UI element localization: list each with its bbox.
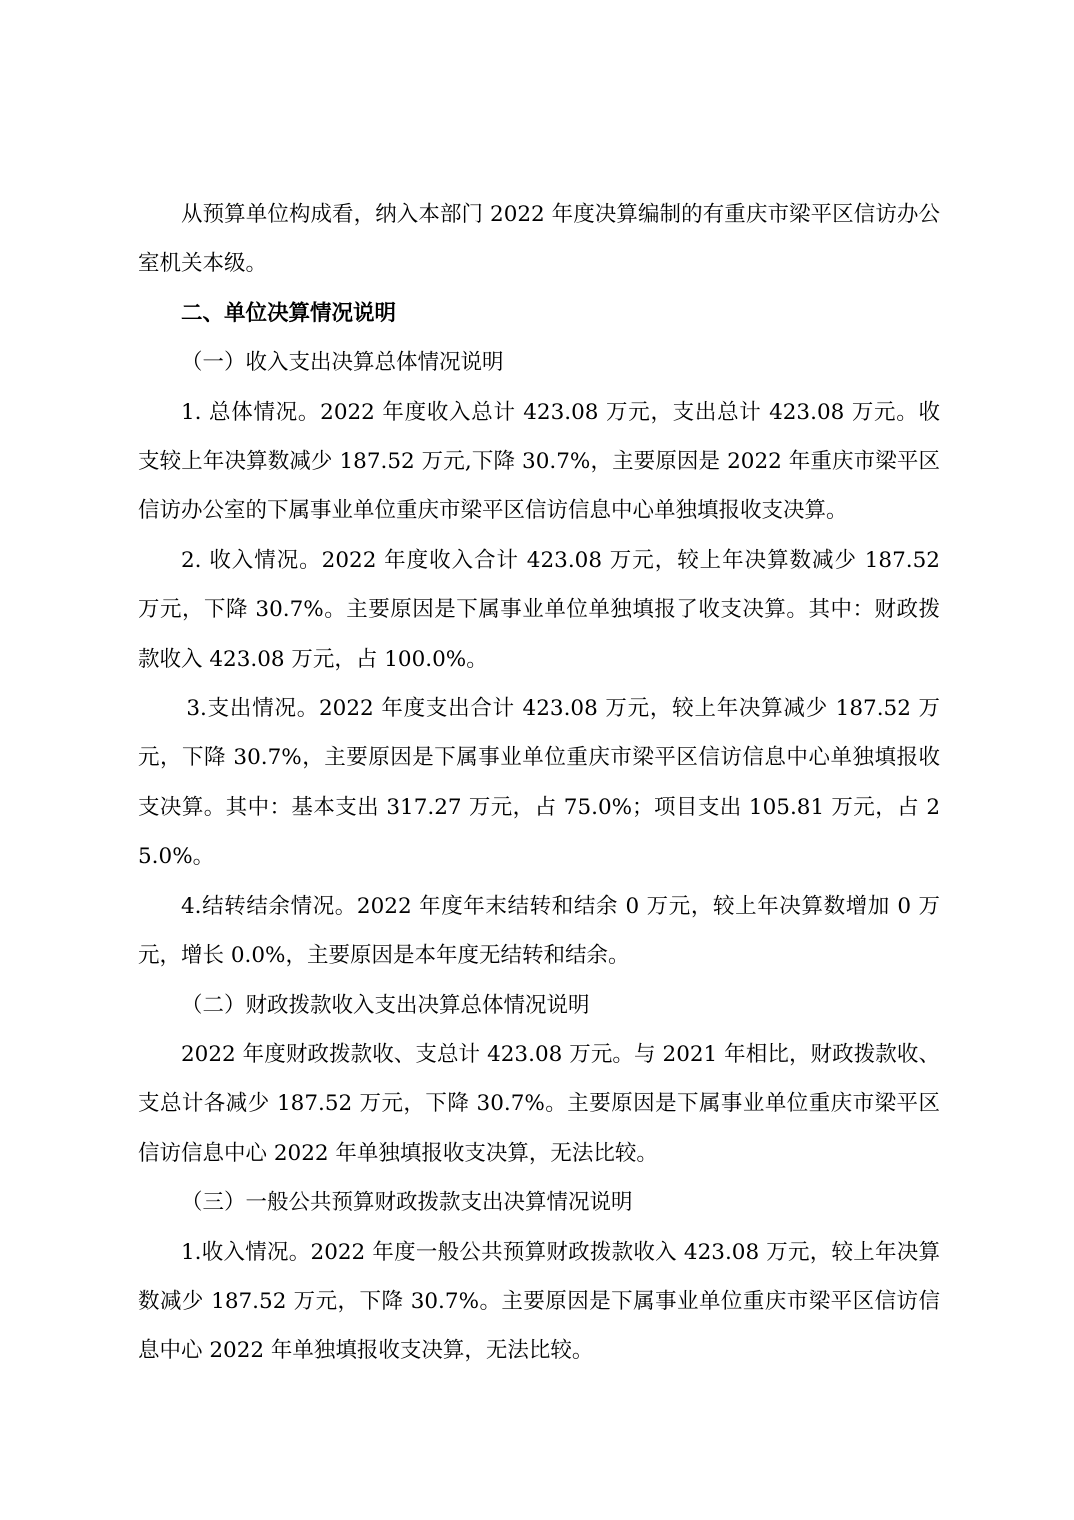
section-heading: 二、单位决算情况说明 (181, 300, 397, 326)
document-body (138, 190, 940, 1376)
paragraph: 2022 年度财政拨款收、支总计 423.08 万元。与 2021 年相比，财政拨款收、支总计各减少 187.52 万元，下降 30.7%。主要原因是下属事业单位重庆市梁平区信访信息中心 2022 年单独填报收支决算，无法比较。 (138, 1041, 940, 1166)
paragraph: 1.收入情况。2022 年度一般公共预算财政拨款收入 423.08 万元，较上年决算数减少 187.52 万元，下降 30.7%。主要原因是下属事业单位重庆市梁平区信访信息中心 2022 年单独填报收支决算，无法比较。 (138, 1239, 940, 1364)
paragraph: 4.结转结余情况。2022 年度年末结转和结余 0 万元，较上年决算数增加 0 万元，增长 0.0%，主要原因是本年度无结转和结余。 (138, 893, 940, 969)
paragraph: 3.支出情况。2022 年度支出合计 423.08 万元，较上年决算减少 187.52 万元，下降 30.7%，主要原因是下属事业单位重庆市梁平区信访信息中心单独填报收支决算。其中：基本支出 317.27 万元，占 75.0%；项目支出 105.81 万元，占 25.0%。 (138, 696, 940, 870)
paragraph: 2. 收入情况。2022 年度收入合计 423.08 万元，较上年决算数减少 187.52 万元，下降 30.7%。主要原因是下属事业单位单独填报了收支决算。其中：财政拨款收入 423.08 万元，占 100.0%。 (138, 547, 940, 672)
paragraph: 1. 总体情况。2022 年度收入总计 423.08 万元，支出总计 423.08 万元。收支较上年决算数减少 187.52 万元,下降 30.7%，主要原因是 2022 年重庆市梁平区信访办公室的下属事业单位重庆市梁平区信访信息中心单独填报收支决算。 (138, 399, 940, 524)
paragraph: （三）一般公共预算财政拨款支出决算情况说明 (181, 1190, 633, 1216)
paragraph: 从预算单位构成看，纳入本部门 2022 年度决算编制的有重庆市梁平区信访办公室机关本级。 (138, 202, 940, 277)
paragraph: （二）财政拨款收入支出决算总体情况说明 (181, 992, 590, 1018)
paragraph: （一）收入支出决算总体情况说明 (181, 350, 504, 376)
